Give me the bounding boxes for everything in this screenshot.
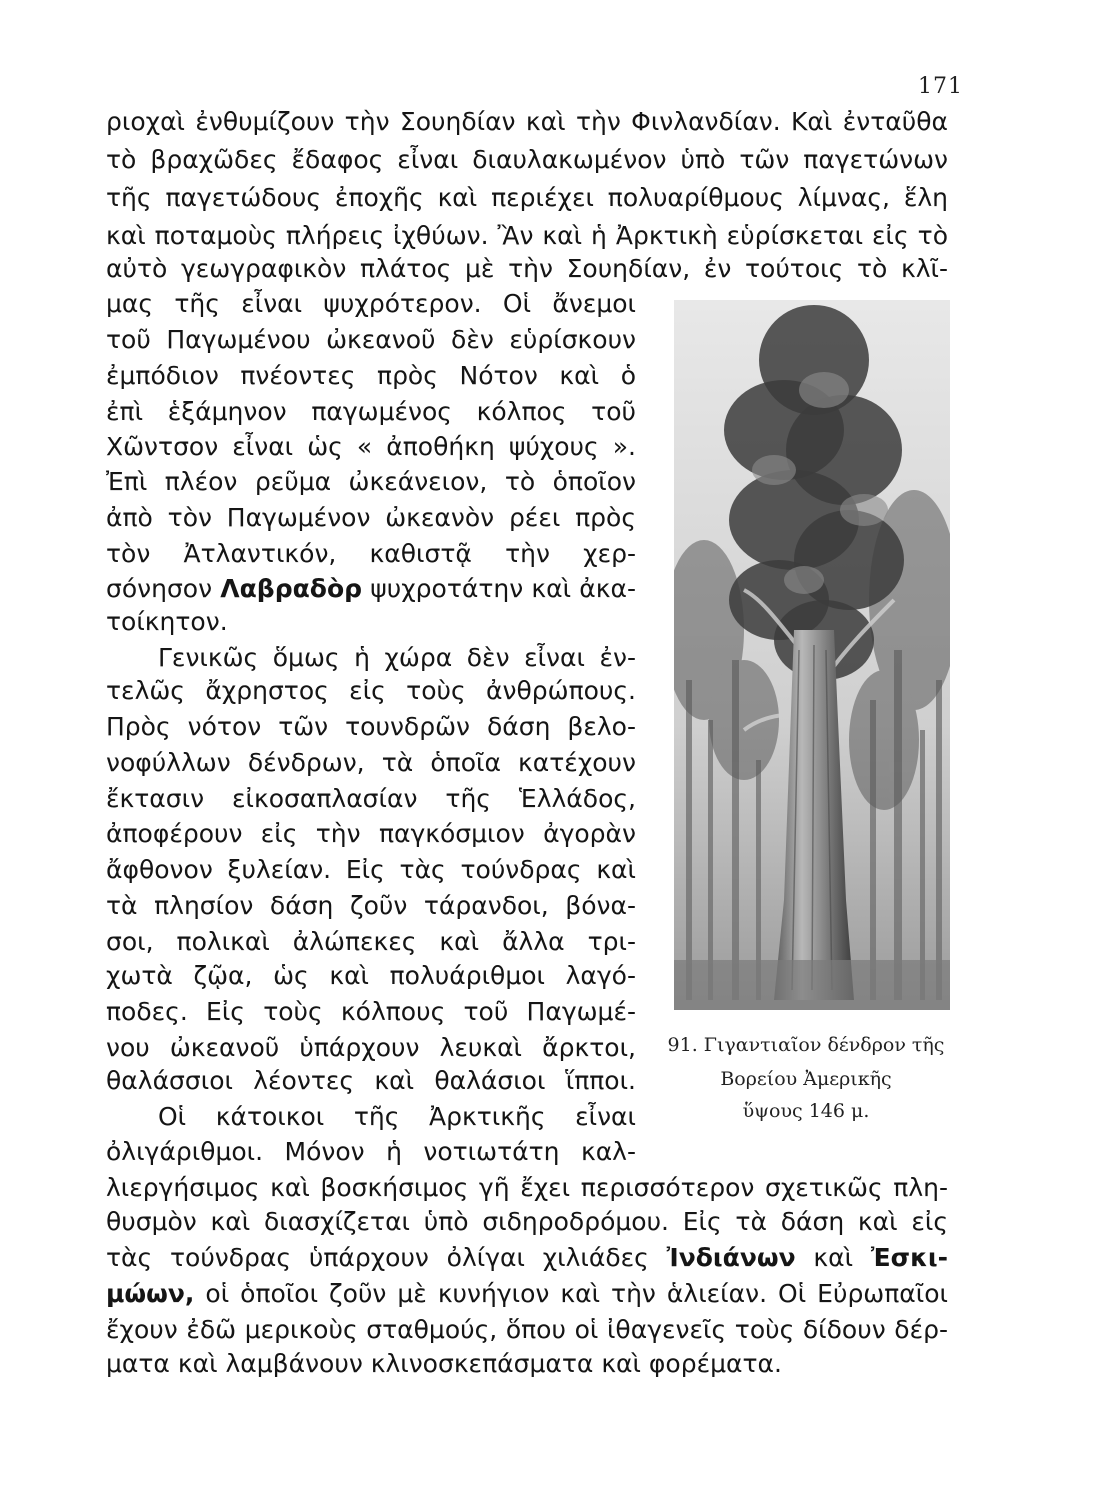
text-line: Χῶντσον εἶναι ὡς « ἀποθήκη ψύχους ». bbox=[106, 432, 636, 461]
text-line: θυσμὸν καὶ διασχίζεται ὑπὸ σιδηροδρόμου. Εἰς τὰ δάση καὶ εἰς bbox=[106, 1207, 948, 1236]
text-line: τὰ πλησίον δάση ζοῦν τάρανδοι, βόνα- bbox=[106, 891, 636, 920]
text-line: ριοχαὶ ἐνθυμίζουν τὴν Σουηδίαν καὶ τὴν Φινλανδίαν. Καὶ ἐνταῦθα bbox=[106, 107, 948, 136]
text-line: νου ὠκεανοῦ ὑπάρχουν λευκαὶ ἄρκτοι, bbox=[106, 1033, 636, 1062]
figure-caption: Βορείου Ἀμερικῆς bbox=[720, 1068, 892, 1090]
text-line: Πρὸς νότον τῶν τουνδρῶν δάση βελο- bbox=[106, 712, 636, 741]
text-line: ἔχουν ἐδῶ μερικοὺς σταθμούς, ὅπου οἱ ἰθαγενεῖς τοὺς δίδουν δέρ- bbox=[106, 1315, 948, 1344]
text-line: καὶ ποταμοὺς πλήρεις ἰχθύων. Ἂν καὶ ἡ Ἀρκτικὴ εὑρίσκεται εἰς τὸ bbox=[106, 221, 948, 250]
text-line: τῆς παγετώδους ἐποχῆς καὶ περιέχει πολυαρίθμους λίμνας, ἕλη bbox=[106, 183, 948, 212]
text-line: τὸ βραχῶδες ἔδαφος εἶναι διαυλακωμένον ὑπὸ τῶν παγετώνων bbox=[106, 145, 948, 174]
page-number: 171 bbox=[918, 74, 963, 99]
text-line bbox=[106, 1240, 948, 1276]
word-indians: Ἰνδιάνων bbox=[666, 1243, 796, 1272]
text-span: σόνησον bbox=[106, 574, 213, 603]
text-span: καὶ bbox=[813, 1243, 854, 1272]
text-line bbox=[106, 571, 636, 607]
text-line: αὐτὸ γεωγραφικὸν πλάτος μὲ τὴν Σουηδίαν, ἐν τούτοις τὸ κλῖ- bbox=[106, 254, 948, 283]
text-line: τοίκητον. bbox=[106, 607, 228, 636]
text-line: τὸν Ἀτλαντικόν, καθιστᾷ τὴν χερ- bbox=[106, 539, 636, 568]
text-span: ψυχροτάτην καὶ ἀκα- bbox=[370, 574, 637, 603]
word-eskimos: Ἐσκι- bbox=[870, 1243, 948, 1272]
text-line: ποδες. Εἰς τοὺς κόλπους τοῦ Παγωμέ- bbox=[106, 997, 636, 1026]
text-line: Οἱ κάτοικοι τῆς Ἀρκτικῆς εἶναι bbox=[158, 1102, 636, 1131]
text-line: ἀποφέρουν εἰς τὴν παγκόσμιον ἀγορὰν bbox=[106, 819, 636, 848]
text-line: Γενικῶς ὅμως ἡ χώρα δὲν εἶναι ἐν- bbox=[158, 643, 636, 672]
text-line: ἐμπόδιον πνέοντες πρὸς Νότον καὶ ὁ bbox=[106, 361, 636, 390]
text-line bbox=[106, 1276, 948, 1312]
giant-tree-photo bbox=[674, 300, 950, 1010]
text-span: τὰς τούνδρας ὑπάρχουν ὀλίγαι χιλιάδες bbox=[106, 1243, 649, 1272]
text-line: ἄφθονον ξυλείαν. Εἰς τὰς τούνδρας καὶ bbox=[106, 855, 636, 884]
text-line: ἀπὸ τὸν Παγωμένον ὠκεανὸν ρέει πρὸς bbox=[106, 503, 636, 532]
figure-caption: 91. Γιγαντιαῖον δένδρον τῆς bbox=[667, 1034, 945, 1056]
text-line: σοι, πολικαὶ ἀλώπεκες καὶ ἄλλα τρι- bbox=[106, 927, 636, 956]
text-line: χωτὰ ζῷα, ὡς καὶ πολυάριθμοι λαγό- bbox=[106, 961, 636, 990]
figure-caption: ὕψους 146 μ. bbox=[742, 1100, 870, 1122]
text-line: τελῶς ἄχρηστος εἰς τοὺς ἀνθρώπους. bbox=[106, 676, 636, 705]
giant-tree-photo-icon bbox=[674, 300, 950, 1010]
word-eskimos-cont: μώων, bbox=[106, 1279, 195, 1308]
text-line: ἔκτασιν εἰκοσαπλασίαν τῆς Ἑλλάδος, bbox=[106, 784, 636, 813]
text-span: οἱ ὁποῖοι ζοῦν μὲ κυνήγιον καὶ τὴν ἁλιείαν. Οἱ Εὐρωπαῖοι bbox=[205, 1279, 948, 1308]
text-line: μας τῆς εἶναι ψυχρότερον. Οἱ ἄνεμοι bbox=[106, 289, 636, 318]
text-line: ὀλιγάριθμοι. Μόνον ἡ νοτιωτάτη καλ- bbox=[106, 1137, 636, 1166]
place-name-labrador: Λαβραδὸρ bbox=[220, 574, 363, 603]
text-line: θαλάσσιοι λέοντες καὶ θαλάσιοι ἵπποι. bbox=[106, 1066, 636, 1095]
text-line: τοῦ Παγωμένου ὠκεανοῦ δὲν εὑρίσκουν bbox=[106, 325, 636, 354]
text-line: νοφύλλων δένδρων, τὰ ὁποῖα κατέχουν bbox=[106, 748, 636, 777]
text-line: Ἐπὶ πλέον ρεῦμα ὠκεάνειον, τὸ ὁποῖον bbox=[106, 467, 636, 496]
text-line: ματα καὶ λαμβάνουν κλινοσκεπάσματα καὶ φορέματα. bbox=[106, 1349, 782, 1378]
text-line: λιεργήσιμος καὶ βοσκήσιμος γῆ ἔχει περισσότερον σχετικῶς πλη- bbox=[106, 1173, 948, 1202]
text-line: ἐπὶ ἑξάμηνον παγωμένος κόλπος τοῦ bbox=[106, 397, 636, 426]
